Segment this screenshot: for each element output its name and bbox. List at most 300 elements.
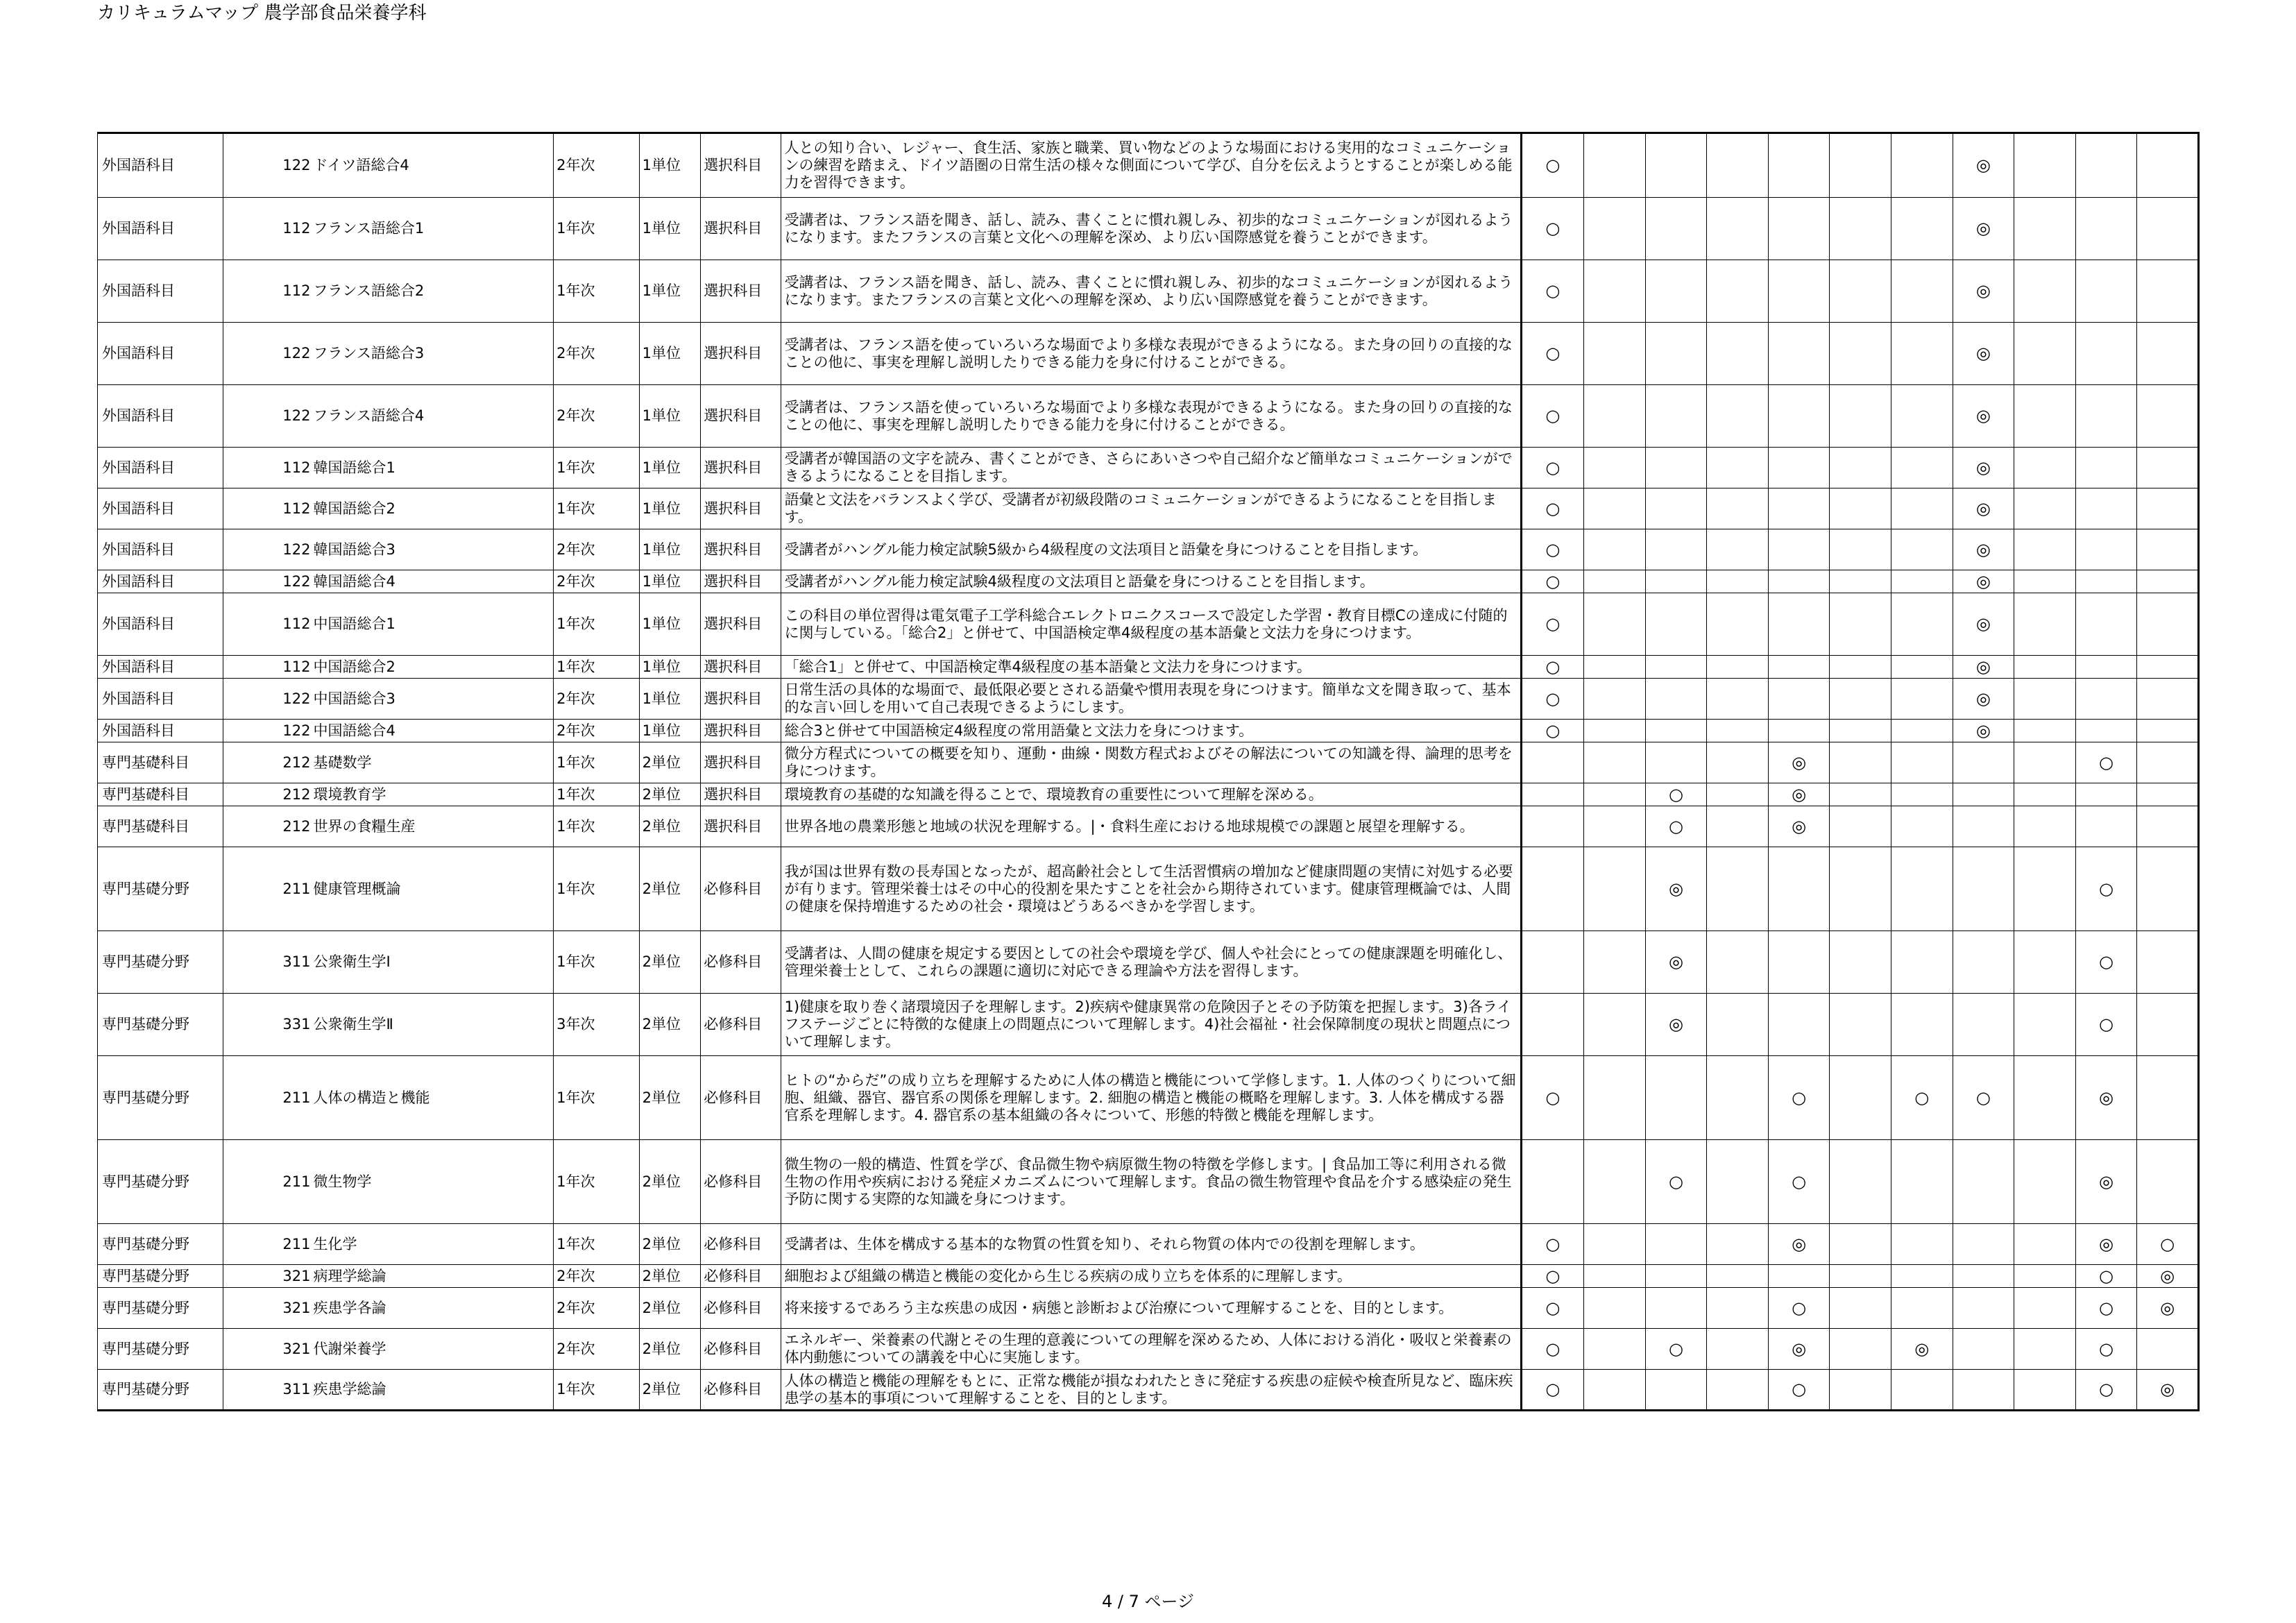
course-type: 選択科目	[701, 448, 781, 488]
course-type: 選択科目	[701, 198, 781, 260]
course-category: 外国語科目	[98, 260, 223, 323]
competency-mark: ◎	[1953, 593, 2014, 656]
competency-mark	[1830, 931, 1891, 994]
competency-mark	[2014, 488, 2076, 529]
competency-mark	[1830, 994, 1891, 1056]
competency-mark: ◎	[1645, 931, 1707, 994]
table-row	[98, 1329, 2199, 1370]
course-type: 選択科目	[701, 385, 781, 448]
competency-mark: ○	[2075, 1329, 2137, 1370]
competency-mark	[2137, 931, 2199, 994]
course-name: フランス語総合4	[312, 385, 553, 448]
competency-mark	[1830, 1224, 1891, 1265]
competency-mark	[1830, 806, 1891, 847]
competency-mark	[1707, 931, 1769, 994]
competency-mark	[1953, 1140, 2014, 1224]
competency-mark	[1891, 529, 1953, 570]
competency-mark	[1707, 133, 1769, 198]
course-code: 321	[223, 1329, 312, 1370]
competency-mark	[2137, 994, 2199, 1056]
table-row	[98, 679, 2199, 720]
course-description: 我が国は世界有数の長寿国となったが、超高齢社会として生活習慣病の増加など健康問題の実情に対処する必要が有ります。管理栄養士はその中心的役割を果たすことを社会から期待されています。健康管理概論では、人間の健康を保持増進するための社会・環境はどうあるべきかを学習します。	[781, 847, 1521, 931]
competency-mark	[1953, 1224, 2014, 1265]
competency-mark	[1768, 570, 1830, 593]
course-category: 外国語科目	[98, 656, 223, 679]
competency-mark	[2137, 1056, 2199, 1140]
competency-mark: ◎	[1953, 679, 2014, 720]
course-code: 212	[223, 806, 312, 847]
competency-mark	[2075, 260, 2137, 323]
course-type: 選択科目	[701, 323, 781, 385]
course-name: フランス語総合1	[312, 198, 553, 260]
course-year: 1年次	[554, 488, 640, 529]
competency-mark	[1645, 1370, 1707, 1411]
competency-mark	[1768, 1265, 1830, 1288]
competency-mark	[1707, 1140, 1769, 1224]
course-type: 選択科目	[701, 720, 781, 742]
competency-mark	[1830, 1056, 1891, 1140]
course-category: 専門基礎分野	[98, 994, 223, 1056]
competency-mark: ○	[1521, 385, 1584, 448]
competency-mark: ◎	[1953, 448, 2014, 488]
course-description: 受講者は、フランス語を聞き、話し、読み、書くことに慣れ親しみ、初歩的なコミュニケーションが図れるようになります。またフランスの言葉と文化への理解を深め、より広い国際感覚を養うことができます。	[781, 260, 1521, 323]
competency-mark	[2014, 448, 2076, 488]
competency-mark	[1707, 783, 1769, 806]
competency-mark	[1645, 742, 1707, 783]
competency-mark	[2014, 570, 2076, 593]
course-type: 選択科目	[701, 260, 781, 323]
competency-mark	[1891, 385, 1953, 448]
competency-mark	[2137, 385, 2199, 448]
course-category: 専門基礎分野	[98, 1329, 223, 1370]
competency-mark	[2014, 323, 2076, 385]
competency-mark: ○	[1953, 1056, 2014, 1140]
course-category: 専門基礎分野	[98, 1370, 223, 1411]
competency-mark	[2014, 679, 2076, 720]
course-credits: 2単位	[639, 847, 701, 931]
competency-mark: ○	[1521, 1370, 1584, 1411]
course-name: 韓国語総合2	[312, 488, 553, 529]
course-type: 必修科目	[701, 1140, 781, 1224]
competency-mark	[2014, 994, 2076, 1056]
course-name: フランス語総合3	[312, 323, 553, 385]
course-code: 112	[223, 198, 312, 260]
competency-mark	[1891, 133, 1953, 198]
course-description: 受講者は、フランス語を使っていろいろな場面でより多様な表現ができるようになる。また身の回りの直接的なことの他に、事実を理解し説明したりできる能力を身に付けることができる。	[781, 385, 1521, 448]
competency-mark	[1830, 448, 1891, 488]
course-credits: 1単位	[639, 448, 701, 488]
competency-mark	[1521, 742, 1584, 783]
course-credits: 2単位	[639, 1329, 701, 1370]
competency-mark	[1830, 593, 1891, 656]
course-name: 病理学総論	[312, 1265, 553, 1288]
competency-mark	[2075, 488, 2137, 529]
course-code: 112	[223, 593, 312, 656]
competency-mark	[2075, 385, 2137, 448]
competency-mark	[2014, 1056, 2076, 1140]
competency-mark	[1584, 656, 1646, 679]
competency-mark	[1584, 593, 1646, 656]
competency-mark	[2014, 385, 2076, 448]
course-year: 2年次	[554, 385, 640, 448]
competency-mark	[1584, 448, 1646, 488]
competency-mark	[2014, 1329, 2076, 1370]
course-description: 人体の構造と機能の理解をもとに、正常な機能が損なわれたときに発症する疾患の症候や検査所見など、臨床疾患学の基本的事項について理解することを、目的とします。	[781, 1370, 1521, 1411]
course-description: 受講者がハングル能力検定試験4級程度の文法項目と語彙を身につけることを目指します。	[781, 570, 1521, 593]
competency-mark	[1830, 385, 1891, 448]
competency-mark: ◎	[1953, 260, 2014, 323]
course-name: 基礎数学	[312, 742, 553, 783]
competency-mark	[2014, 529, 2076, 570]
competency-mark: ○	[2075, 1288, 2137, 1329]
competency-mark	[1645, 720, 1707, 742]
course-year: 2年次	[554, 1265, 640, 1288]
course-code: 321	[223, 1288, 312, 1329]
competency-mark	[1707, 1370, 1769, 1411]
competency-mark: ○	[1645, 806, 1707, 847]
competency-mark: ○	[2075, 1370, 2137, 1411]
course-description: 微生物の一般的構造、性質を学び、食品微生物や病原微生物の特徴を学修します。| 食品加工等に利用される微生物の作用や疾病における発症メカニズムについて理解します。食品の微生物管理や食品を介する感染症の発生予防に関する実際的な知識を身につけます。	[781, 1140, 1521, 1224]
competency-mark	[1584, 1140, 1646, 1224]
course-category: 外国語科目	[98, 198, 223, 260]
competency-mark: ○	[1521, 529, 1584, 570]
competency-mark	[1891, 570, 1953, 593]
competency-mark	[1830, 1288, 1891, 1329]
course-credits: 1単位	[639, 198, 701, 260]
competency-mark: ○	[1768, 1140, 1830, 1224]
course-category: 専門基礎分野	[98, 847, 223, 931]
competency-mark	[1584, 260, 1646, 323]
competency-mark	[1645, 1288, 1707, 1329]
competency-mark	[1953, 783, 2014, 806]
competency-mark	[1768, 656, 1830, 679]
competency-mark	[1584, 1329, 1646, 1370]
course-type: 選択科目	[701, 570, 781, 593]
competency-mark	[2137, 847, 2199, 931]
course-name: 健康管理概論	[312, 847, 553, 931]
course-credits: 1単位	[639, 385, 701, 448]
course-description: 環境教育の基礎的な知識を得ることで、環境教育の重要性について理解を深める。	[781, 783, 1521, 806]
table-row	[98, 783, 2199, 806]
course-category: 専門基礎科目	[98, 806, 223, 847]
competency-mark	[1707, 1056, 1769, 1140]
competency-mark: ◎	[1953, 529, 2014, 570]
course-year: 2年次	[554, 720, 640, 742]
competency-mark	[1830, 198, 1891, 260]
competency-mark	[1768, 720, 1830, 742]
course-code: 122	[223, 385, 312, 448]
course-year: 1年次	[554, 1370, 640, 1411]
competency-mark: ○	[1521, 133, 1584, 198]
table-row	[98, 448, 2199, 488]
competency-mark	[1584, 847, 1646, 931]
competency-mark	[1707, 529, 1769, 570]
competency-mark: ○	[1521, 488, 1584, 529]
competency-mark: ◎	[1953, 133, 2014, 198]
competency-mark	[2014, 133, 2076, 198]
course-type: 必修科目	[701, 1224, 781, 1265]
competency-mark	[1521, 931, 1584, 994]
course-description: 受講者がハングル能力検定試験5級から4級程度の文法項目と語彙を身につけることを目指します。	[781, 529, 1521, 570]
competency-mark	[2075, 806, 2137, 847]
course-year: 1年次	[554, 656, 640, 679]
course-description: 将来接するであろう主な疾患の成因・病態と診断および治療について理解することを、目的とします。	[781, 1288, 1521, 1329]
competency-mark	[1891, 260, 1953, 323]
course-year: 2年次	[554, 133, 640, 198]
course-code: 122	[223, 679, 312, 720]
competency-mark	[1584, 742, 1646, 783]
competency-mark: ○	[2137, 1224, 2199, 1265]
course-category: 専門基礎分野	[98, 1224, 223, 1265]
table-row	[98, 847, 2199, 931]
course-code: 112	[223, 488, 312, 529]
course-name: 公衆衛生学Ⅰ	[312, 931, 553, 994]
course-name: 疾患学各論	[312, 1288, 553, 1329]
course-type: 必修科目	[701, 931, 781, 994]
competency-mark: ○	[1521, 198, 1584, 260]
competency-mark: ◎	[1768, 1329, 1830, 1370]
table-row	[98, 1265, 2199, 1288]
competency-mark	[1891, 1370, 1953, 1411]
competency-mark: ○	[1521, 570, 1584, 593]
course-credits: 2単位	[639, 1288, 701, 1329]
course-code: 331	[223, 994, 312, 1056]
table-row	[98, 656, 2199, 679]
competency-mark	[1891, 1265, 1953, 1288]
course-category: 外国語科目	[98, 133, 223, 198]
competency-mark	[1707, 448, 1769, 488]
competency-mark: ◎	[1768, 783, 1830, 806]
competency-mark	[1891, 847, 1953, 931]
competency-mark	[2075, 593, 2137, 656]
competency-mark	[1891, 931, 1953, 994]
competency-mark: ◎	[1768, 742, 1830, 783]
course-year: 1年次	[554, 783, 640, 806]
competency-mark	[1584, 488, 1646, 529]
competency-mark	[1891, 806, 1953, 847]
course-code: 112	[223, 260, 312, 323]
competency-mark	[1891, 198, 1953, 260]
competency-mark	[1707, 198, 1769, 260]
competency-mark	[1891, 1288, 1953, 1329]
competency-mark	[1953, 1265, 2014, 1288]
course-year: 2年次	[554, 570, 640, 593]
competency-mark	[1707, 488, 1769, 529]
competency-mark	[2014, 720, 2076, 742]
competency-mark	[2014, 742, 2076, 783]
competency-mark: ◎	[1953, 488, 2014, 529]
competency-mark	[2137, 198, 2199, 260]
table-row	[98, 570, 2199, 593]
competency-mark	[2075, 783, 2137, 806]
course-type: 選択科目	[701, 133, 781, 198]
competency-mark	[1707, 385, 1769, 448]
competency-mark: ○	[1521, 1056, 1584, 1140]
competency-mark	[2137, 679, 2199, 720]
competency-mark	[1953, 847, 2014, 931]
table-row	[98, 529, 2199, 570]
competency-mark	[1645, 570, 1707, 593]
course-credits: 2単位	[639, 1056, 701, 1140]
competency-mark	[1584, 679, 1646, 720]
competency-mark	[1707, 847, 1769, 931]
course-year: 1年次	[554, 847, 640, 931]
competency-mark	[1584, 720, 1646, 742]
competency-mark: ◎	[2137, 1288, 2199, 1329]
competency-mark	[2075, 656, 2137, 679]
table-row	[98, 385, 2199, 448]
competency-mark	[2075, 448, 2137, 488]
course-description: 受講者は、フランス語を聞き、話し、読み、書くことに慣れ親しみ、初歩的なコミュニケーションが図れるようになります。またフランスの言葉と文化への理解を深め、より広い国際感覚を養うことができます。	[781, 198, 1521, 260]
course-description: 世界各地の農業形態と地域の状況を理解する。|・食料生産における地球規模での課題と展望を理解する。	[781, 806, 1521, 847]
competency-mark	[1830, 1265, 1891, 1288]
course-code: 112	[223, 656, 312, 679]
competency-mark	[1584, 323, 1646, 385]
competency-mark: ○	[1645, 783, 1707, 806]
competency-mark	[1707, 1265, 1769, 1288]
course-description: 「総合1」と併せて、中国語検定準4級程度の基本語彙と文法力を身につけます。	[781, 656, 1521, 679]
course-name: 韓国語総合1	[312, 448, 553, 488]
course-category: 外国語科目	[98, 529, 223, 570]
course-credits: 2単位	[639, 1265, 701, 1288]
competency-mark	[1584, 133, 1646, 198]
competency-mark: ○	[1521, 656, 1584, 679]
course-year: 2年次	[554, 1329, 640, 1370]
competency-mark	[1891, 1224, 1953, 1265]
course-code: 122	[223, 529, 312, 570]
competency-mark	[2075, 720, 2137, 742]
page-number: 4 / 7 ページ	[1101, 1592, 1195, 1611]
competency-mark	[2075, 570, 2137, 593]
course-category: 専門基礎分野	[98, 1288, 223, 1329]
competency-mark	[1891, 783, 1953, 806]
course-name: 中国語総合2	[312, 656, 553, 679]
competency-mark	[2075, 529, 2137, 570]
competency-mark: ◎	[1645, 994, 1707, 1056]
competency-mark	[1645, 448, 1707, 488]
course-name: フランス語総合2	[312, 260, 553, 323]
competency-mark: ◎	[1953, 656, 2014, 679]
competency-mark	[1584, 806, 1646, 847]
competency-mark: ◎	[1645, 847, 1707, 931]
course-type: 選択科目	[701, 488, 781, 529]
course-description: 日常生活の具体的な場面で、最低限必要とされる語彙や慣用表現を身につけます。簡単な文を聞き取って、基本的な言い回しを用いて自己表現できるようにします。	[781, 679, 1521, 720]
competency-mark: ◎	[1953, 198, 2014, 260]
table-row	[98, 488, 2199, 529]
course-year: 1年次	[554, 931, 640, 994]
competency-mark: ○	[1521, 1265, 1584, 1288]
course-category: 外国語科目	[98, 720, 223, 742]
competency-mark: ◎	[1953, 720, 2014, 742]
competency-mark	[1830, 1329, 1891, 1370]
competency-mark	[1768, 385, 1830, 448]
course-name: 世界の食糧生産	[312, 806, 553, 847]
competency-mark	[1830, 679, 1891, 720]
competency-mark	[1584, 385, 1646, 448]
competency-mark	[1830, 1370, 1891, 1411]
competency-mark: ◎	[2137, 1370, 2199, 1411]
competency-mark	[1707, 1224, 1769, 1265]
course-year: 1年次	[554, 1056, 640, 1140]
competency-mark	[1645, 488, 1707, 529]
course-category: 外国語科目	[98, 448, 223, 488]
competency-mark	[2137, 488, 2199, 529]
competency-mark	[1830, 847, 1891, 931]
competency-mark	[2137, 593, 2199, 656]
table-row	[98, 198, 2199, 260]
competency-mark	[1584, 931, 1646, 994]
competency-mark	[2014, 806, 2076, 847]
course-year: 2年次	[554, 679, 640, 720]
competency-mark	[1645, 679, 1707, 720]
course-type: 必修科目	[701, 1265, 781, 1288]
competency-mark	[2014, 1265, 2076, 1288]
course-year: 3年次	[554, 994, 640, 1056]
course-name: 公衆衛生学Ⅱ	[312, 994, 553, 1056]
course-category: 外国語科目	[98, 323, 223, 385]
competency-mark: ◎	[1768, 1224, 1830, 1265]
competency-mark	[1891, 679, 1953, 720]
table-row	[98, 133, 2199, 198]
competency-mark	[1830, 656, 1891, 679]
course-description: 受講者が韓国語の文字を読み、書くことができ、さらにあいさつや自己紹介など簡単なコミュニケーションができるようになることを目指します。	[781, 448, 1521, 488]
competency-mark	[1707, 994, 1769, 1056]
competency-mark	[2075, 679, 2137, 720]
competency-mark	[1891, 656, 1953, 679]
course-category: 外国語科目	[98, 593, 223, 656]
competency-mark	[1891, 448, 1953, 488]
competency-mark	[2137, 448, 2199, 488]
course-credits: 1単位	[639, 679, 701, 720]
competency-mark	[1953, 1288, 2014, 1329]
table-row	[98, 593, 2199, 656]
course-code: 311	[223, 1370, 312, 1411]
course-description: エネルギー、栄養素の代謝とその生理的意義についての理解を深めるため、人体における消化・吸収と栄養素の体内動態についての講義を中心に実施します。	[781, 1329, 1521, 1370]
course-type: 選択科目	[701, 742, 781, 783]
course-year: 1年次	[554, 260, 640, 323]
competency-mark	[1645, 260, 1707, 323]
competency-mark: ○	[2075, 994, 2137, 1056]
competency-mark	[1584, 1224, 1646, 1265]
course-description: 人との知り合い、レジャー、食生活、家族と職業、買い物などのような場面における実用的なコミュニケーションの練習を踏まえ、ドイツ語圏の日常生活の様々な側面について学び、自分を伝えようとすることが楽しめる能力を習得できます。	[781, 133, 1521, 198]
table-row	[98, 1288, 2199, 1329]
competency-mark	[2014, 1288, 2076, 1329]
course-category: 外国語科目	[98, 385, 223, 448]
competency-mark: ○	[1521, 260, 1584, 323]
competency-mark	[1768, 679, 1830, 720]
course-credits: 1単位	[639, 529, 701, 570]
course-year: 1年次	[554, 198, 640, 260]
course-type: 選択科目	[701, 529, 781, 570]
course-name: ドイツ語総合4	[312, 133, 553, 198]
course-type: 選択科目	[701, 656, 781, 679]
competency-mark	[1830, 1140, 1891, 1224]
course-category: 専門基礎科目	[98, 783, 223, 806]
competency-mark	[1830, 570, 1891, 593]
course-type: 必修科目	[701, 1329, 781, 1370]
course-name: 韓国語総合3	[312, 529, 553, 570]
competency-mark	[2137, 260, 2199, 323]
competency-mark: ○	[1521, 1329, 1584, 1370]
competency-mark: ○	[1521, 323, 1584, 385]
course-name: 微生物学	[312, 1140, 553, 1224]
competency-mark	[1707, 593, 1769, 656]
competency-mark: ○	[1521, 448, 1584, 488]
course-category: 専門基礎科目	[98, 742, 223, 783]
course-description: 受講者は、フランス語を使っていろいろな場面でより多様な表現ができるようになる。また身の回りの直接的なことの他に、事実を理解し説明したりできる能力を身に付けることができる。	[781, 323, 1521, 385]
competency-mark	[1707, 656, 1769, 679]
document-title: カリキュラムマップ 農学部食品栄養学科	[97, 3, 427, 24]
